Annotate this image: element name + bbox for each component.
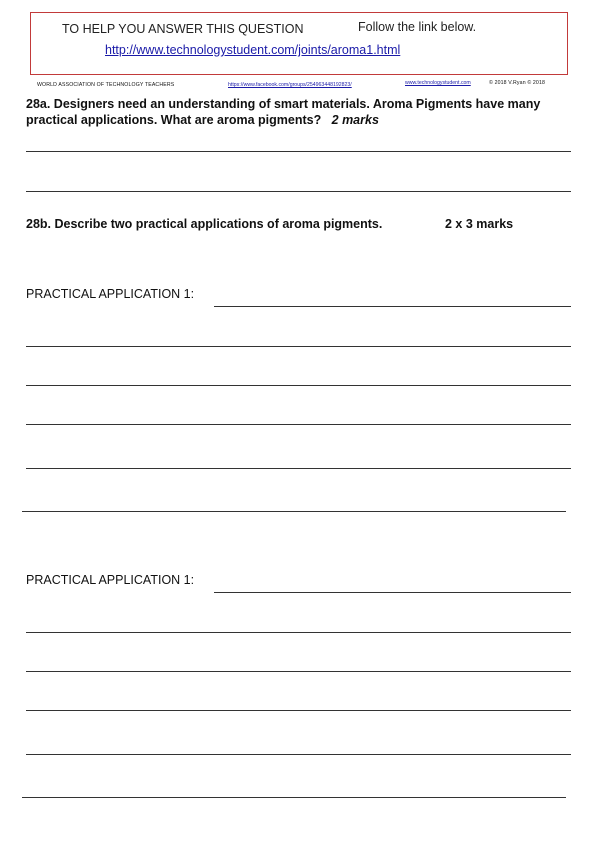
question-a	[26, 96, 574, 128]
application-2-line-4[interactable]	[26, 754, 571, 755]
help-box-right-text: Follow the link below.	[358, 20, 477, 34]
help-box-left-text: TO HELP YOU ANSWER THIS QUESTION	[62, 22, 304, 36]
question-a-marks: 2 marks	[331, 113, 379, 127]
application-2-line-0[interactable]	[214, 592, 571, 593]
application-2-line-2[interactable]	[26, 671, 571, 672]
application-2-line-3[interactable]	[26, 710, 571, 711]
application-1-line-1[interactable]	[26, 346, 571, 347]
answer-line-a-1[interactable]	[26, 151, 571, 152]
site-link[interactable]: www.technologystudent.com	[405, 80, 471, 86]
application-2-label: PRACTICAL APPLICATION 1:	[26, 573, 195, 587]
question-b-text: 28b. Describe two practical applications of aroma pigments.	[26, 217, 383, 231]
application-2-line-1[interactable]	[26, 632, 571, 633]
copyright-text: © 2018 V.Ryan © 2018	[489, 80, 546, 86]
association-text: WORLD ASSOCIATION OF TECHNOLOGY TEACHERS	[37, 82, 175, 88]
application-1-line-5[interactable]	[22, 511, 566, 512]
application-1-line-4[interactable]	[26, 468, 571, 469]
application-1-label: PRACTICAL APPLICATION 1:	[26, 287, 195, 301]
application-1-line-0[interactable]	[214, 306, 571, 307]
question-a-text: 28a. Designers need an understanding of smart materials. Aroma Pigments have many practical applications. What are aroma pigments?	[26, 97, 541, 127]
application-1-line-2[interactable]	[26, 385, 571, 386]
answer-line-a-2[interactable]	[26, 191, 571, 192]
facebook-link[interactable]: https://www.facebook.com/groups/254963448192823/	[228, 82, 352, 88]
application-2-line-5[interactable]	[22, 797, 566, 798]
application-1-line-3[interactable]	[26, 424, 571, 425]
question-b-marks: 2 x 3 marks	[445, 217, 514, 231]
help-box-url-link[interactable]: http://www.technologystudent.com/joints/aroma1.html	[105, 43, 401, 57]
